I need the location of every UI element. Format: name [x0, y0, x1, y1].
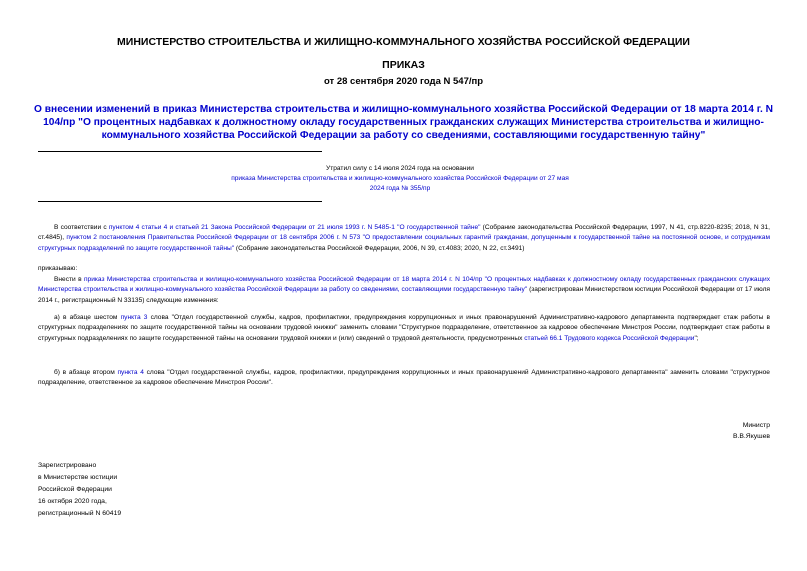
ministry-header: МИНИСТЕРСТВО СТРОИТЕЛЬСТВА И ЖИЛИЩНО-КОММУНАЛЬНОГО ХОЗЯЙСТВА РОССИЙСКОЙ ФЕДЕРАЦИИ [117, 36, 690, 48]
item-b-text-1: б) в абзаце втором [54, 369, 118, 376]
registration-line: в Министерстве юстиции [38, 474, 118, 481]
registration-line: регистрационный N 60419 [38, 510, 122, 517]
state-secret-law-link[interactable]: пунктом 4 статьи 4 и статьей 21 Закона Российской Федерации от 21 июля 1993 г. N 5485-1 "О государственной тайне" [108, 224, 481, 231]
main-text-2: (зарегистрирован Министерством юстиции Российской Федерации от 17 июля 2014 г., регистрационный N 33135) следующие изменения: [38, 286, 770, 304]
registration-line: Зарегистрировано [38, 462, 97, 469]
clause-3-link[interactable]: пункта 3 [120, 314, 148, 321]
divider-top [38, 151, 322, 152]
title-amended-order-link[interactable]: приказ Министерства строительства и жилищно-коммунального хозяйства Российской Федерации от 18 марта 2014 г. N 104/пр "О процентных надбавках к должностному окладу государственных гражданских служащих Министерства строительства и жилищно-коммунального хозяйства Российской Федерации за работу со сведениями, составляющими государственную тайну" [43, 104, 773, 141]
divider-bottom [38, 201, 322, 202]
amended-order-link[interactable]: приказ Министерства строительства и жилищно-коммунального хозяйства Российской Федерации от 18 марта 2014 г. N 104/пр "О процентных надбавках к должностному окладу государственных гражданских служащих Министерства строительства и жилищно-коммунального хозяйства Российской Федерации за работу со сведениями, составляющими государственную тайну" [38, 276, 771, 294]
item-a-text-3: "; [694, 334, 699, 342]
main-paragraph [38, 275, 770, 306]
registration-line: Российской Федерации [38, 486, 112, 493]
title-prefix: О внесении изменений в [34, 104, 163, 115]
document-title [30, 103, 777, 142]
registration-line: 16 октября 2020 года, [38, 498, 107, 505]
government-decree-link[interactable]: пунктом 2 постановления Правительства Российской Федерации от 18 сентября 2006 г. N 573 "О предоставлении социальных гарантий гражданам, допущенным к государственной тайне на постоянной основе, и сотрудникам структурных подразделений по защите государственной тайны" [38, 234, 770, 252]
item-a-text-2: слова "Отдел государственной службы, кадров, профилактики, предупреждения коррупционных и иных правонарушений Административно-кадрового департамента подтверждает стаж работы в структурных подразделениях по защите государственной тайны на основании трудовой книжки" заменить словами "Структурное подразделение, ответственное за кадровое обеспечение Минстроя России, подтверждает стаж работы в структурных подразделениях по защите государственной тайны на основании трудовой книжки и (или) сведений о трудовой деятельности, предусмотренных [38, 314, 770, 342]
main-text-1: Внести в [54, 276, 84, 283]
item-a-paragraph [38, 313, 770, 344]
lost-force-note [230, 164, 570, 194]
item-a-text-1: а) в абзаце шестом [54, 314, 121, 321]
preamble-text-3: (Собрание законодательства Российской Федерации, 2006, N 39, ст.4083; 2020, N 22, ст.3491) [234, 244, 525, 252]
signature-block [660, 421, 770, 442]
document-type: ПРИКАЗ [382, 59, 425, 71]
preamble-text-1: В соответствии с [54, 224, 109, 231]
lost-force-text: Утратил силу с 14 июля 2024 года на основании [326, 165, 474, 172]
preamble-text-2: (Собрание законодательства Российской Федерации, 1997, N 41, стр.8220-8235; 2018, N 31, ст.4845), [38, 224, 770, 242]
clause-4-link[interactable]: пункта 4 [117, 369, 144, 376]
document-date-number: от 28 сентября 2020 года N 547/пр [323, 76, 484, 87]
signature-position: Министр [742, 422, 770, 429]
item-b-text-2: слова "Отдел государственной службы, кадров, профилактики, предупреждения коррупционных и иных правонарушений Административно-кадрового департамента" заменить словами "структурное подразделение, ответственное за кадровое обеспечение Минстроя России". [38, 369, 770, 387]
preamble-paragraph [38, 223, 770, 254]
labor-code-link[interactable]: статьей 66.1 Трудового кодекса Российской Федерации [524, 334, 695, 342]
signature-name: В.В.Якушев [732, 432, 770, 440]
item-b-paragraph [38, 368, 770, 389]
registration-block [38, 460, 238, 520]
lost-force-link[interactable]: приказа Министерства строительства и жилищно-коммунального хозяйства Российской Федерации от 27 мая 2024 года № 355/пр [231, 175, 569, 192]
order-word: приказываю: [38, 265, 78, 272]
